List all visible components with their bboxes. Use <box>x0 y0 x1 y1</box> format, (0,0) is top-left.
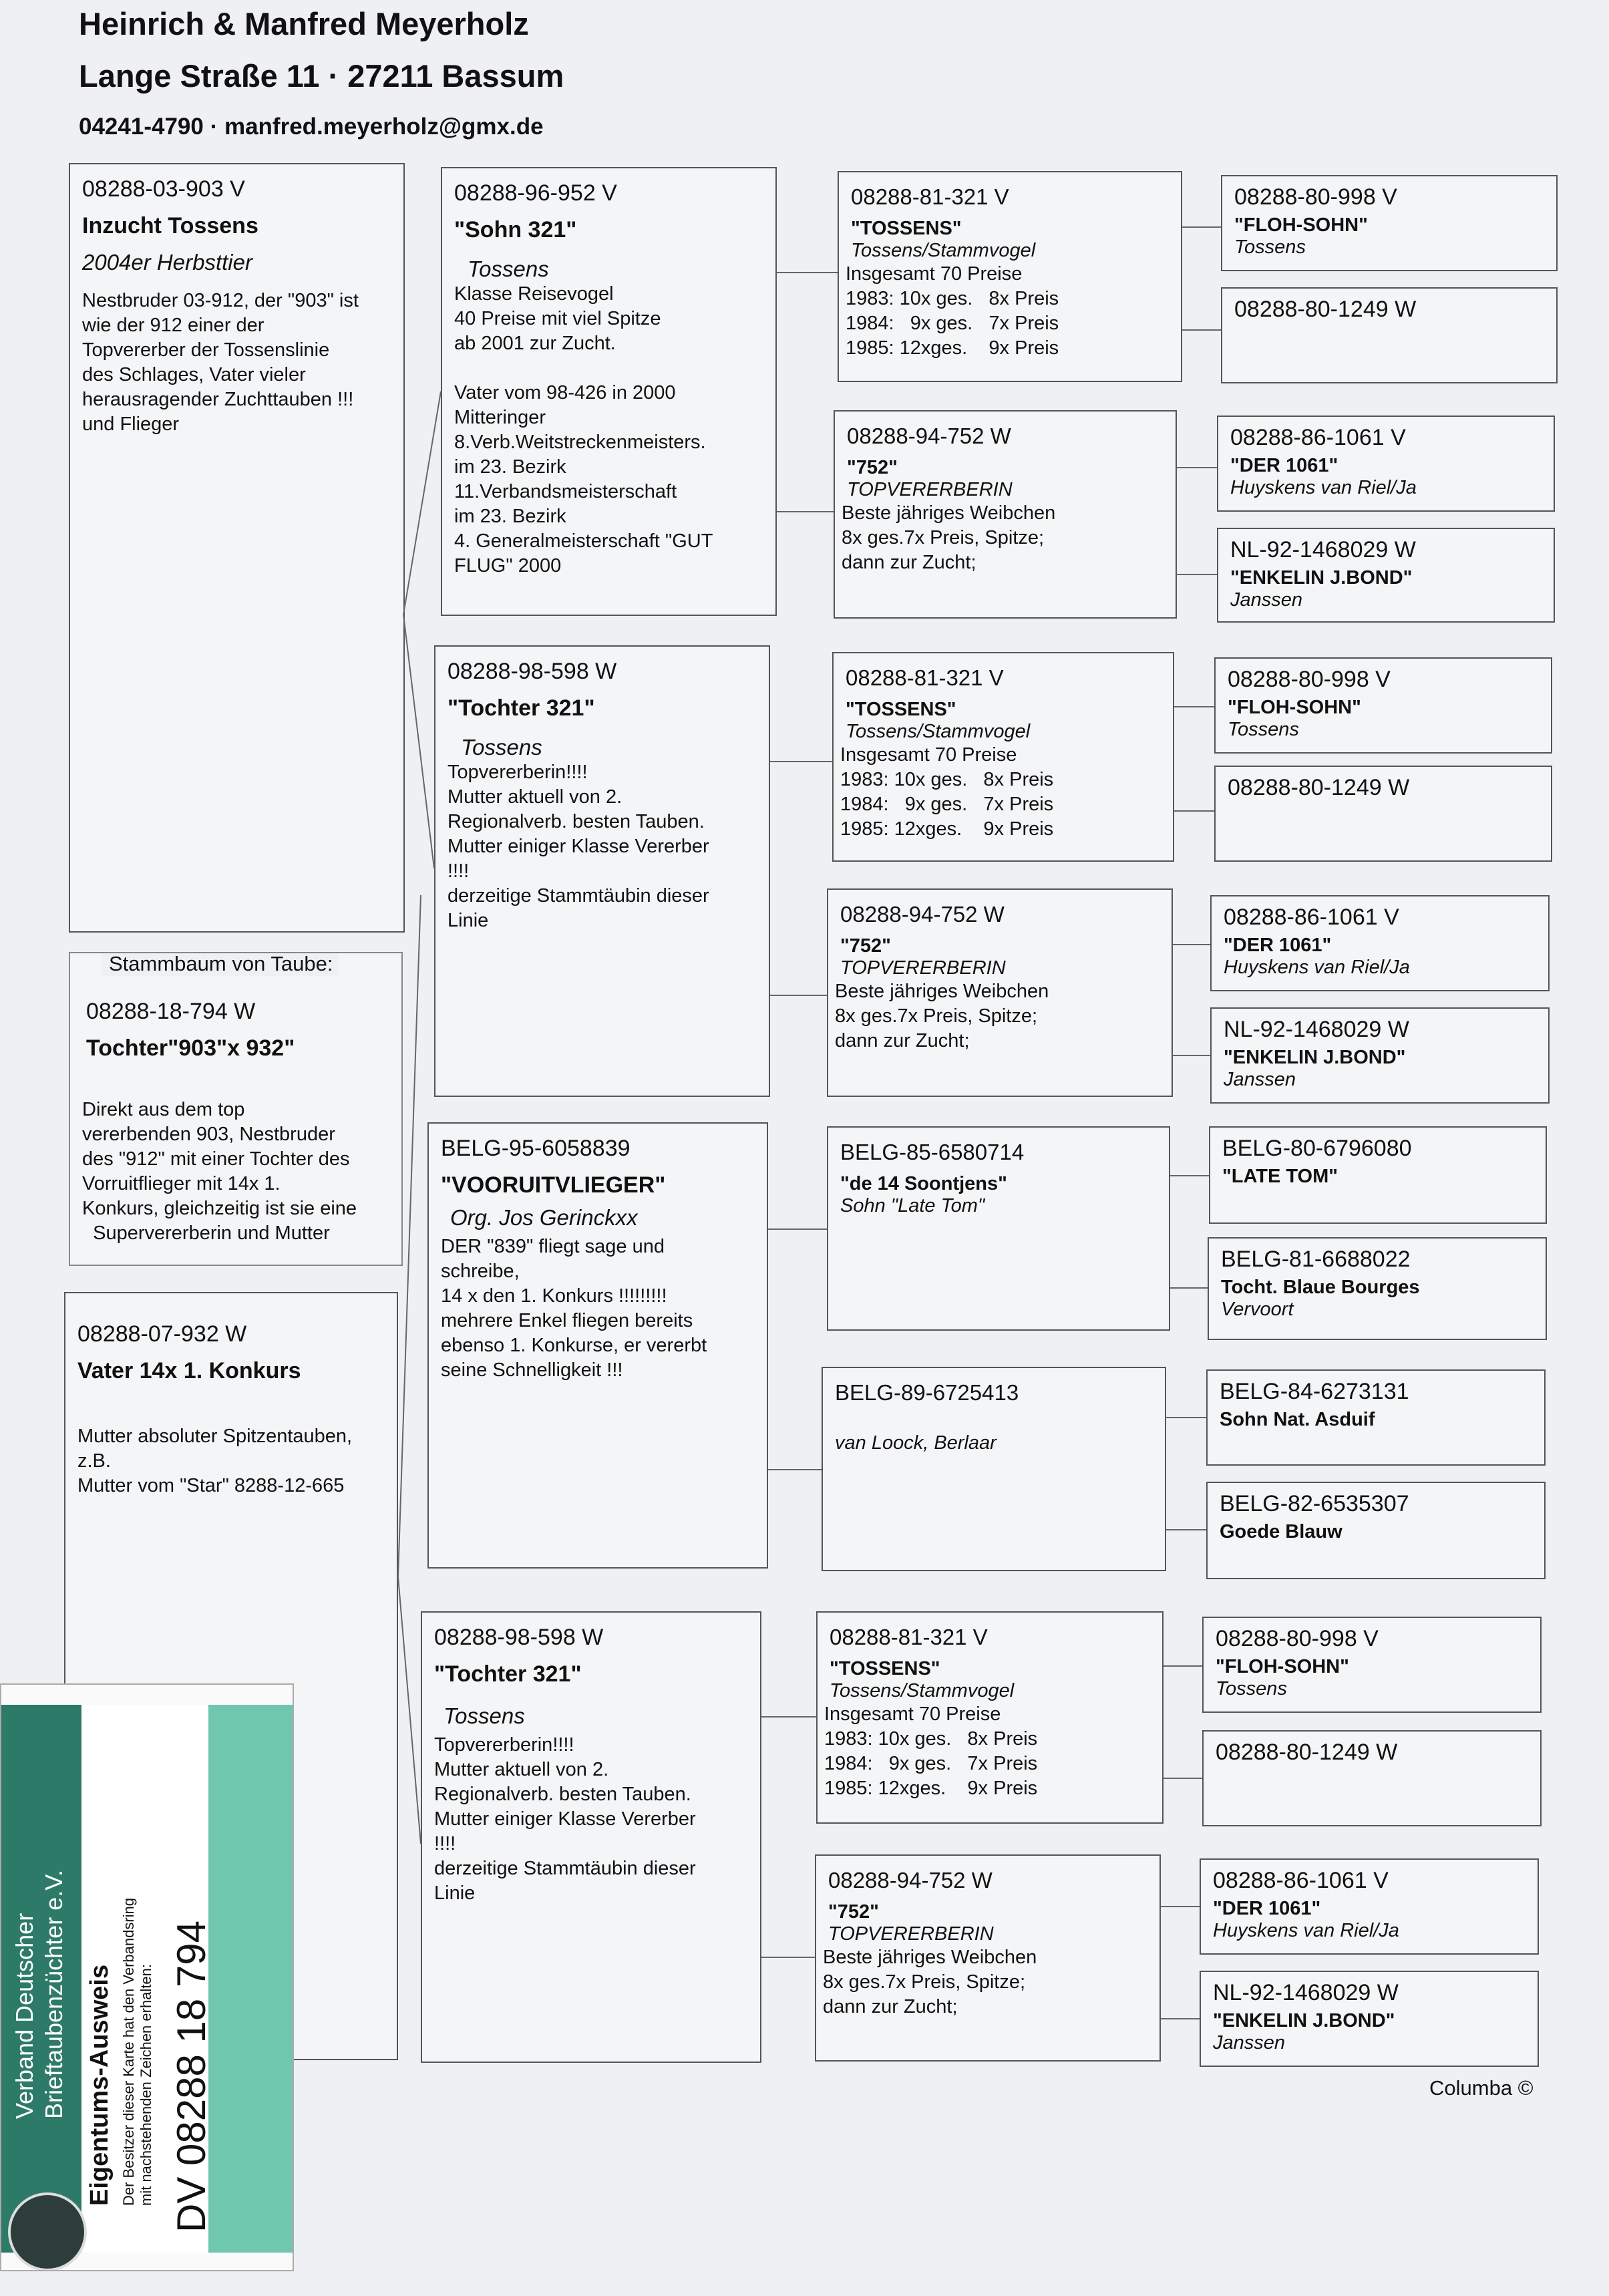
father-note: Topvererber der Tossenslinie <box>82 339 330 361</box>
card-note2: mit nachstehenden Zeichen erhalten: <box>138 1963 154 2206</box>
g2-note: Regionalverb. besten Tauben. <box>448 811 705 832</box>
g4-sub: Janssen <box>1213 2032 1286 2054</box>
father-note: Nestbruder 03-912, der "903" ist <box>82 290 359 311</box>
g2-note: schreibe, <box>441 1261 520 1282</box>
g3-ring: 08288-94-752 W <box>828 1868 993 1893</box>
g4-ring: NL-92-1468029 W <box>1230 537 1416 562</box>
subject-note: des "912" mit einer Tochter des <box>82 1148 350 1170</box>
g2-note: 4. Generalmeisterschaft "GUT <box>454 530 713 552</box>
g3-note: Insgesamt 70 Preise <box>846 263 1023 285</box>
g2-note: im 23. Bezirk <box>454 506 566 527</box>
subject-note: Supervererberin und Mutter <box>82 1222 330 1244</box>
g4-box <box>1206 1482 1546 1579</box>
card-note1: Der Besitzer dieser Karte hat den Verbandsring <box>120 1897 137 2206</box>
g3-note: Insgesamt 70 Preise <box>840 744 1017 766</box>
g3-name: "de 14 Soontjens" <box>840 1173 1007 1194</box>
g4-ring: 08288-80-1249 W <box>1228 775 1410 800</box>
g4-name: "ENKELIN J.BOND" <box>1224 1047 1406 1068</box>
g4-box <box>1214 657 1552 754</box>
g3-note: 1984: 9x ges. 7x Preis <box>840 794 1054 815</box>
g3-ring: BELG-85-6580714 <box>840 1140 1025 1164</box>
g3-note: 1983: 10x ges. 8x Preis <box>840 769 1054 790</box>
g4-ring: 08288-86-1061 V <box>1230 425 1406 450</box>
g3-box <box>822 1367 1166 1571</box>
mother-note: Mutter vom "Star" 8288-12-665 <box>77 1475 345 1496</box>
g3-note: Beste jähriges Weibchen <box>823 1947 1037 1968</box>
g4-box <box>1200 1971 1539 2067</box>
subject-box <box>69 952 403 1266</box>
g4-ring: NL-92-1468029 W <box>1224 1017 1409 1042</box>
dove-logo-icon <box>8 2192 87 2271</box>
g4-name: "FLOH-SOHN" <box>1228 697 1361 718</box>
g4-sub: Huyskens van Riel/Ja <box>1224 957 1410 978</box>
g3-note: 1985: 12xges. 9x Preis <box>824 1778 1038 1799</box>
father-notes <box>82 289 391 437</box>
subject-note: Direkt aus dem top <box>82 1099 245 1120</box>
g2-note: Klasse Reisevogel <box>454 283 614 305</box>
g4-name: "LATE TOM" <box>1222 1166 1338 1187</box>
g2-note <box>454 356 763 381</box>
g2-note: Mutter einiger Klasse Vererber <box>448 836 709 857</box>
g4-ring: NL-92-1468029 W <box>1213 1980 1399 2005</box>
g2-note: DER "839" fliegt sage und <box>441 1236 665 1257</box>
g2-note: Regionalverb. besten Tauben. <box>434 1784 691 1805</box>
subject-note: vererbenden 903, Nestbruder <box>82 1124 335 1145</box>
g2-sub: Tossens <box>443 1703 525 1728</box>
g4-sub: Tossens <box>1216 1678 1287 1699</box>
g3-box <box>834 410 1177 619</box>
g4-ring: BELG-80-6796080 <box>1222 1136 1412 1161</box>
g4-box <box>1210 1007 1550 1104</box>
g4-sub: Tossens <box>1228 719 1299 740</box>
g3-note: 8x ges.7x Preis, Spitze; <box>835 1005 1038 1027</box>
g3-sub: Tossens/Stammvogel <box>846 721 1031 742</box>
g2-note: Topvererberin!!!! <box>448 762 588 783</box>
g2-box <box>421 1611 761 2063</box>
g4-box <box>1217 416 1555 512</box>
g2-ring: BELG-95-6058839 <box>441 1136 631 1161</box>
g3-note: 8x ges.7x Preis, Spitze; <box>823 1971 1026 1993</box>
subject-note: Konkurs, gleichzeitig ist sie eine <box>82 1198 357 1219</box>
g2-ring: 08288-96-952 V <box>454 180 617 206</box>
g2-note: Linie <box>448 910 489 931</box>
mother-note: Mutter absoluter Spitzentauben, <box>77 1426 353 1447</box>
g2-note: Mitteringer <box>454 407 546 428</box>
g4-ring: 08288-80-998 V <box>1228 667 1391 692</box>
g4-name: "ENKELIN J.BOND" <box>1213 2010 1395 2031</box>
g3-name: "TOSSENS" <box>830 1658 940 1679</box>
g2-note: derzeitige Stammtäubin dieser <box>434 1858 696 1879</box>
g4-name: "DER 1061" <box>1230 455 1338 476</box>
g2-note: mehrere Enkel fliegen bereits <box>441 1310 693 1331</box>
father-box <box>69 163 405 933</box>
g3-note: 1983: 10x ges. 8x Preis <box>846 288 1059 309</box>
g2-note: 11.Verbandsmeisterschaft <box>454 481 677 502</box>
copyright: Columba © <box>1429 2076 1534 2100</box>
g3-ring: 08288-81-321 V <box>846 665 1004 690</box>
g2-note: ab 2001 zur Zucht. <box>454 333 616 354</box>
g3-note: 1985: 12xges. 9x Preis <box>846 337 1059 359</box>
owner-address: Lange Straße 11 · 27211 Bassum <box>79 58 564 94</box>
g2-box <box>434 645 770 1097</box>
g3-sub: Tossens/Stammvogel <box>830 1680 1015 1701</box>
g3-note: dann zur Zucht; <box>842 552 976 573</box>
g4-box <box>1209 1126 1547 1224</box>
g4-name: "DER 1061" <box>1224 935 1332 956</box>
g2-sub: Tossens <box>468 257 549 281</box>
subject-title: Stammbaum von Taube: <box>102 952 339 976</box>
g3-box <box>832 652 1174 862</box>
g4-ring: BELG-84-6273131 <box>1220 1379 1409 1404</box>
g3-name: "752" <box>828 1901 879 1923</box>
g4-sub: Janssen <box>1224 1069 1296 1090</box>
g2-note: 40 Preise mit viel Spitze <box>454 308 661 329</box>
g2-note: im 23. Bezirk <box>454 456 566 478</box>
owner-contact: 04241-4790 · manfred.meyerholz@gmx.de <box>79 114 544 140</box>
g4-ring: 08288-86-1061 V <box>1213 1868 1389 1893</box>
g4-box <box>1221 175 1558 271</box>
g3-name: "752" <box>840 935 891 957</box>
g3-note: 1984: 9x ges. 7x Preis <box>846 313 1059 334</box>
g4-name: Tocht. Blaue Bourges <box>1221 1277 1420 1298</box>
g3-note: dann zur Zucht; <box>835 1030 970 1051</box>
g4-box <box>1202 1730 1542 1826</box>
g2-name: "Sohn 321" <box>454 217 577 242</box>
g4-ring: 08288-80-1249 W <box>1216 1740 1398 1765</box>
g3-ring: 08288-94-752 W <box>840 902 1005 927</box>
g3-box <box>827 1126 1170 1331</box>
father-ring: 08288-03-903 V <box>82 176 245 202</box>
g3-note: Beste jähriges Weibchen <box>835 981 1049 1002</box>
g3-note: 1983: 10x ges. 8x Preis <box>824 1728 1038 1750</box>
g2-name: "Tochter 321" <box>434 1661 582 1687</box>
g2-note: FLUG" 2000 <box>454 555 562 577</box>
g4-name: "FLOH-SOHN" <box>1234 214 1368 236</box>
mother-name: Vater 14x 1. Konkurs <box>77 1358 301 1383</box>
g2-note: Mutter einiger Klasse Vererber <box>434 1808 696 1830</box>
g2-note: Vater vom 98-426 in 2000 <box>454 382 676 403</box>
g4-sub: Vervoort <box>1221 1299 1294 1320</box>
father-sub: 2004er Herbsttier <box>82 250 252 275</box>
subject-ring: 08288-18-794 W <box>86 999 256 1024</box>
g2-ring: 08288-98-598 W <box>434 1625 604 1650</box>
g2-note: ebenso 1. Konkurse, er vererbt <box>441 1335 707 1356</box>
g4-name: "ENKELIN J.BOND" <box>1230 567 1413 589</box>
g3-ring: 08288-94-752 W <box>847 424 1011 448</box>
father-note: des Schlages, Vater vieler <box>82 364 306 385</box>
g3-ring: 08288-81-321 V <box>851 184 1009 209</box>
g4-box <box>1217 528 1555 623</box>
g3-note: dann zur Zucht; <box>823 1996 958 2017</box>
subject-notes <box>82 1098 389 1246</box>
g4-name: "FLOH-SOHN" <box>1216 1656 1349 1677</box>
g2-note: 8.Verb.Weitstreckenmeisters. <box>454 432 706 453</box>
g3-sub: TOPVERERBERIN <box>847 479 1013 500</box>
father-note: wie der 912 einer der <box>82 315 264 336</box>
g4-box <box>1200 1858 1539 1955</box>
g4-sub: Janssen <box>1230 589 1303 611</box>
g3-ring: 08288-81-321 V <box>830 1625 988 1649</box>
card-ring-code: DV 08288 18 794 <box>169 1920 214 2233</box>
g4-box <box>1210 895 1550 991</box>
g4-ring: 08288-80-998 V <box>1216 1626 1379 1651</box>
g4-box <box>1202 1617 1542 1713</box>
g4-name: Sohn Nat. Asduif <box>1220 1409 1375 1430</box>
father-note: herausragender Zuchttauben !!! <box>82 389 354 410</box>
g2-note: seine Schnelligkeit !!! <box>441 1359 623 1381</box>
subject-note: Vorruitflieger mit 14x 1. <box>82 1173 281 1194</box>
father-note: und Flieger <box>82 414 180 435</box>
g4-box <box>1208 1237 1547 1340</box>
mother-note: z.B. <box>77 1450 111 1472</box>
g3-sub: TOPVERERBERIN <box>828 1923 994 1945</box>
g2-name: "VOORUITVLIEGER" <box>441 1172 666 1198</box>
g4-box <box>1214 766 1552 862</box>
g3-ring: BELG-89-6725413 <box>835 1380 1019 1405</box>
g3-sub: van Loock, Berlaar <box>835 1432 997 1454</box>
g3-sub: Tossens/Stammvogel <box>851 240 1036 261</box>
g3-box <box>815 1854 1161 2062</box>
g2-note: !!!! <box>448 860 470 882</box>
g3-note: Insgesamt 70 Preise <box>824 1703 1001 1725</box>
g4-ring: 08288-86-1061 V <box>1224 905 1399 930</box>
subject-name: Tochter"903"x 932" <box>86 1035 295 1061</box>
g4-ring: 08288-80-998 V <box>1234 184 1397 210</box>
g4-box <box>1221 287 1558 383</box>
g2-note: Mutter aktuell von 2. <box>448 786 622 808</box>
g3-note: 1984: 9x ges. 7x Preis <box>824 1753 1038 1774</box>
g2-note: !!!! <box>434 1833 456 1854</box>
g4-ring: BELG-81-6688022 <box>1221 1247 1411 1272</box>
g2-ring: 08288-98-598 W <box>448 659 617 684</box>
card-org: Verband Deutscher <box>11 1913 38 2119</box>
g2-sub: Tossens <box>461 735 542 760</box>
g2-box <box>427 1122 768 1569</box>
g2-note: Topvererberin!!!! <box>434 1734 574 1756</box>
g2-box <box>441 167 777 616</box>
g4-box <box>1206 1369 1546 1466</box>
g3-note: 8x ges.7x Preis, Spitze; <box>842 527 1045 548</box>
g3-sub: TOPVERERBERIN <box>840 957 1006 979</box>
g4-ring: BELG-82-6535307 <box>1220 1491 1409 1516</box>
g4-sub: Huyskens van Riel/Ja <box>1230 477 1417 498</box>
g3-box <box>827 888 1173 1097</box>
g4-name: "DER 1061" <box>1213 1898 1321 1919</box>
g4-name: Goede Blauw <box>1220 1521 1343 1542</box>
g3-note: 1985: 12xges. 9x Preis <box>840 818 1054 840</box>
g2-note: 14 x den 1. Konkurs !!!!!!!!! <box>441 1285 667 1307</box>
card-band-green <box>208 1705 294 2253</box>
g3-name: "TOSSENS" <box>846 699 956 720</box>
g3-sub: Sohn "Late Tom" <box>840 1195 985 1216</box>
owner-name: Heinrich & Manfred Meyerholz <box>79 6 529 41</box>
g4-sub: Huyskens van Riel/Ja <box>1213 1920 1399 1941</box>
g2-note: Linie <box>434 1882 476 1904</box>
g2-note: derzeitige Stammtäubin dieser <box>448 885 709 907</box>
mother-ring: 08288-07-932 W <box>77 1321 247 1347</box>
father-name: Inzucht Tossens <box>82 213 258 238</box>
g4-sub: Tossens <box>1234 236 1306 258</box>
g4-ring: 08288-80-1249 W <box>1234 297 1417 322</box>
g3-note: Beste jähriges Weibchen <box>842 502 1056 524</box>
g3-box <box>816 1611 1164 1824</box>
g3-name: "752" <box>847 457 898 478</box>
g2-sub: Org. Jos Gerinckxx <box>450 1205 638 1230</box>
g3-box <box>838 171 1182 382</box>
g2-note: Mutter aktuell von 2. <box>434 1759 609 1780</box>
card-org2: Brieftaubenzüchter e.V. <box>40 1870 67 2119</box>
g3-name: "TOSSENS" <box>851 218 962 239</box>
ownership-card <box>0 1683 294 2271</box>
g2-name: "Tochter 321" <box>448 695 595 721</box>
card-title: Eigentums-Ausweis <box>85 1964 114 2206</box>
